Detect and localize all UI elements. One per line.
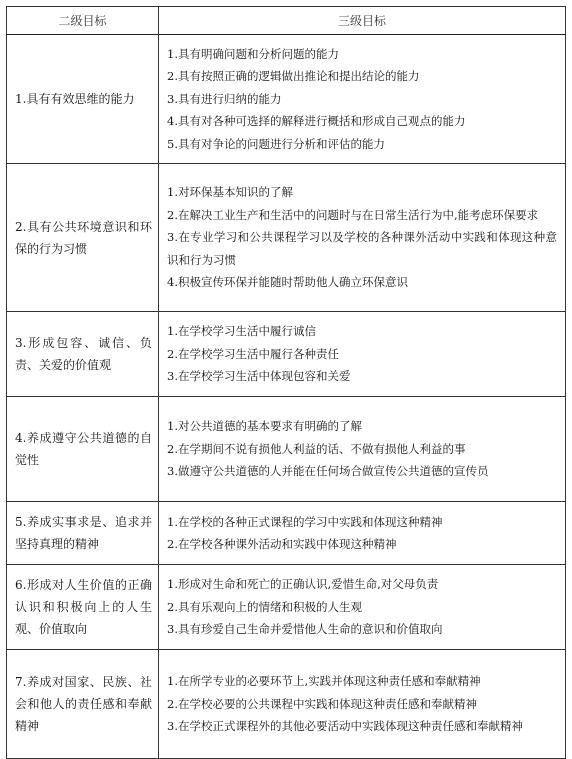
tertiary-goal-item: 4.积极宣传环保并能随时帮助他人确立环保意识 <box>167 275 408 290</box>
goals-table <box>6 6 566 759</box>
table-row <box>7 397 566 502</box>
tertiary-goal-item: 4.具有对各种可选择的解释进行概括和形成自己观点的能力 <box>167 114 466 129</box>
table-row <box>7 565 566 650</box>
secondary-goal-cell: 5.养成实事求是、追求并坚持真理的精神 <box>7 502 159 565</box>
tertiary-goals-cell <box>159 565 566 650</box>
secondary-goal-cell: 3.形成包容、诚信、负责、关爱的价值观 <box>7 312 159 397</box>
secondary-goal-cell: 2.具有公共环境意识和环保的行为习惯 <box>7 164 159 312</box>
tertiary-goal-item: 3.做遵守公共道德的人并能在任何场合做宣传公共道德的宣传员 <box>167 464 489 479</box>
tertiary-goal-item: 1.形成对生命和死亡的正确认识,爱惜生命,对父母负责 <box>167 577 439 592</box>
table-header-row <box>7 7 566 35</box>
tertiary-goal-item: 3.具有珍爱自己生命并爱惜他人生命的意识和价值取向 <box>167 622 443 637</box>
tertiary-goal-item: 3.在专业学习和公共课程学习以及学校的各种课外活动中实践和体现这种意识和行为习惯 <box>167 230 557 267</box>
header-secondary-goal: 二级目标 <box>7 7 159 35</box>
secondary-goal-cell: 6.形成对人生价值的正确认识和积极向上的人生观、价值取向 <box>7 565 159 650</box>
tertiary-goal-item: 2.在学校各种课外活动和实践中体现这种精神 <box>167 537 397 551</box>
table-row <box>7 502 566 565</box>
tertiary-goal-item: 1.在学校学习生活中履行诚信 <box>167 324 316 339</box>
tertiary-goals-cell <box>159 164 566 312</box>
tertiary-goal-item: 2.具有乐观向上的情绪和积极的人生观 <box>167 599 362 614</box>
tertiary-goals-cell <box>159 312 566 397</box>
tertiary-goal-item: 1.在学校的各种正式课程的学习中实践和体现这种精神 <box>167 514 443 529</box>
tertiary-goal-item: 1.在所学专业的必要环节上,实践并体现这种责任感和奉献精神 <box>167 674 481 689</box>
tertiary-goal-item: 3.在学校学习生活中体现包容和关爱 <box>167 369 351 384</box>
tertiary-goal-item: 1.对公共道德的基本要求有明确的了解 <box>167 419 362 434</box>
secondary-goal-cell: 4.养成遵守公共道德的自觉性 <box>7 397 159 502</box>
header-tertiary-goal: 三级目标 <box>159 7 566 35</box>
tertiary-goals-cell <box>159 502 566 565</box>
tertiary-goal-item: 2.在学校学习生活中履行各种责任 <box>167 346 339 361</box>
tertiary-goal-item: 1.具有明确问题和分析问题的能力 <box>167 46 339 61</box>
table-row <box>7 312 566 397</box>
tertiary-goal-item: 1.对环保基本知识的了解 <box>167 185 293 200</box>
tertiary-goals-cell <box>159 397 566 502</box>
tertiary-goal-item: 5.具有对争论的问题进行分析和评估的能力 <box>167 136 385 151</box>
tertiary-goal-item: 2.在学校必要的公共课程中实践和体现这种责任感和奉献精神 <box>167 696 477 711</box>
tertiary-goal-item: 2.在解决工业生产和生活中的问题时与在日常生活行为中,能考虑环保要求 <box>167 207 539 222</box>
tertiary-goal-item: 3.具有进行归纳的能力 <box>167 91 282 106</box>
secondary-goal-cell: 1.具有有效思维的能力 <box>7 35 159 164</box>
tertiary-goal-item: 2.具有按照正确的逻辑做出推论和提出结论的能力 <box>167 69 420 84</box>
table-row <box>7 650 566 759</box>
tertiary-goals-cell <box>159 35 566 164</box>
secondary-goal-cell: 7.养成对国家、民族、社会和他人的责任感和奉献精神 <box>7 650 159 759</box>
tertiary-goal-item: 3.在学校正式课程外的其他必要活动中实践体现这种责任感和奉献精神 <box>167 719 523 734</box>
tertiary-goals-cell <box>159 650 566 759</box>
table-row <box>7 35 566 164</box>
table-row <box>7 164 566 312</box>
document-page <box>6 6 565 732</box>
tertiary-goal-item: 2.在学期间不说有损他人利益的话、不做有损他人利益的事 <box>167 441 466 456</box>
